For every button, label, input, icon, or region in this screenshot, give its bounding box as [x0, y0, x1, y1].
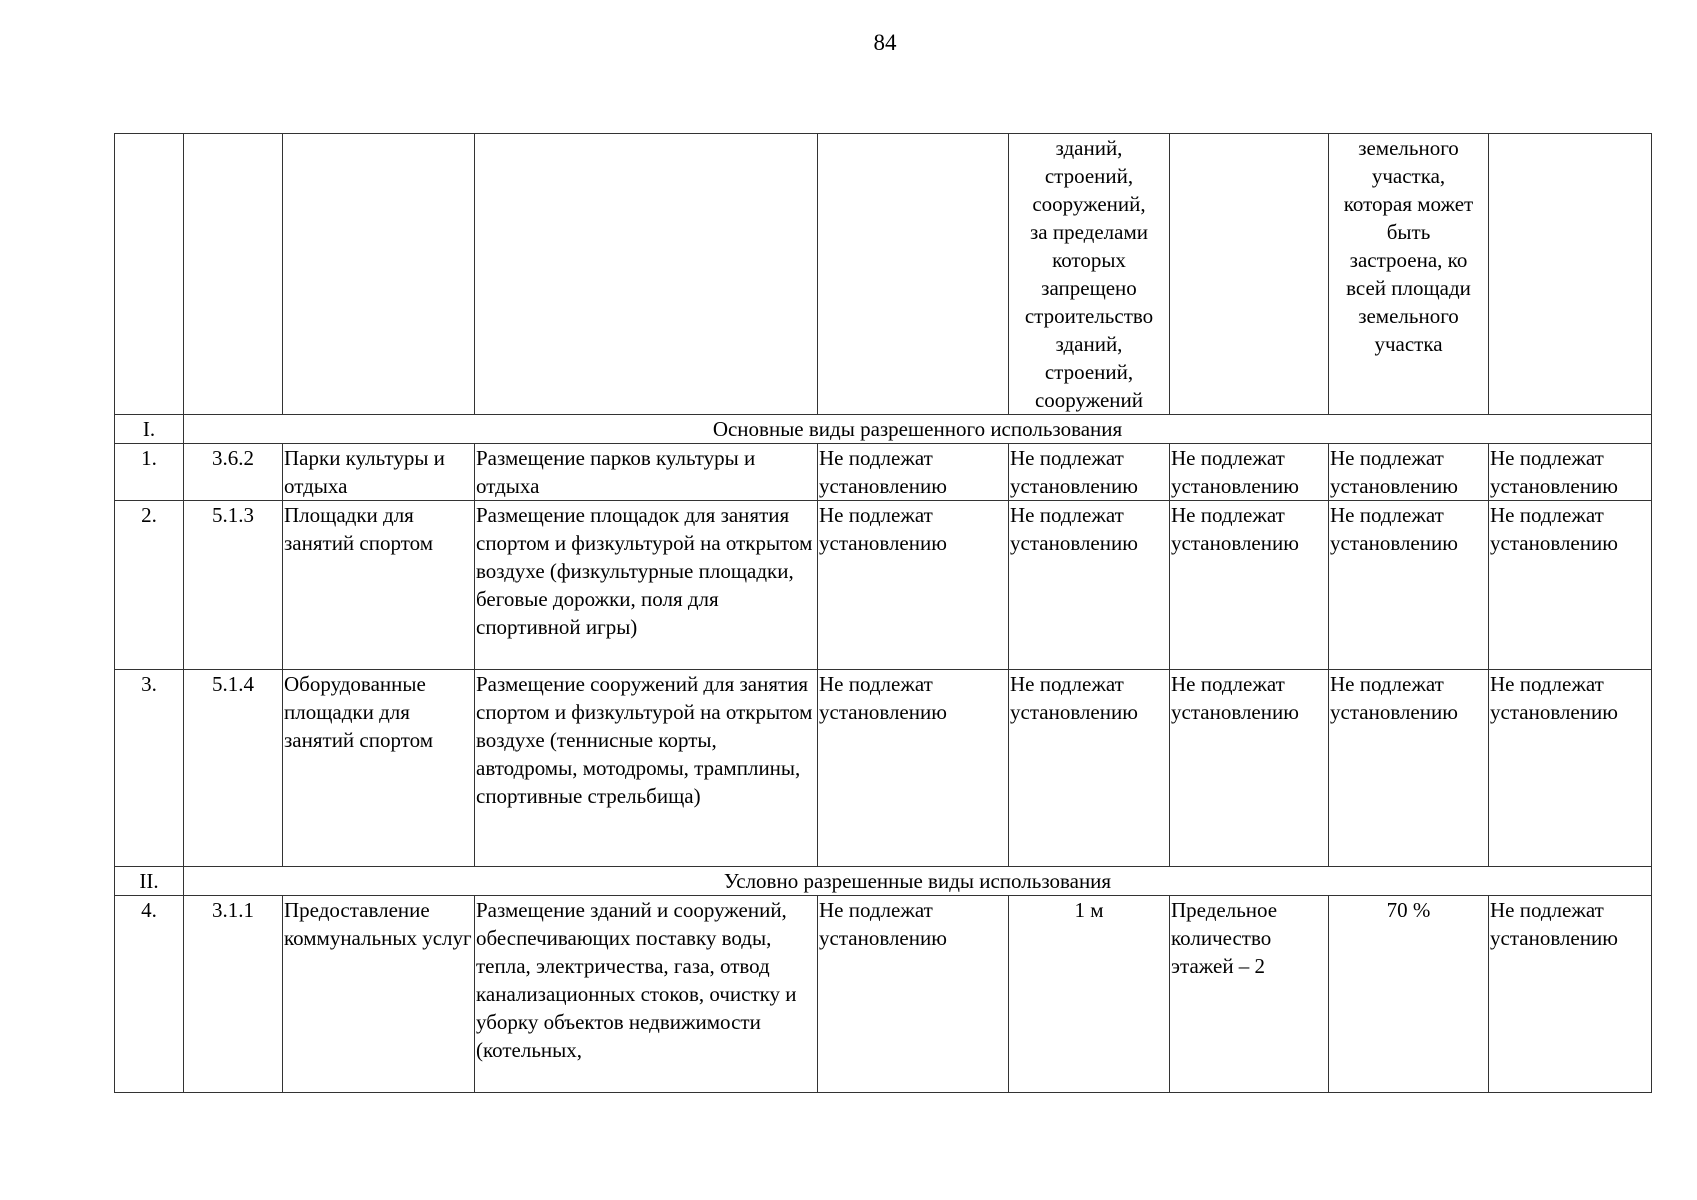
- table-cell: [115, 134, 184, 415]
- row-number: 4.: [115, 896, 184, 1093]
- table-cell: Не подлежат установлению: [1009, 444, 1170, 501]
- setback-header-cell: зданий, строений, сооружений, за пределами которых запрещено строительство зданий, строений, сооружений: [1009, 134, 1170, 415]
- use-name: Оборудованные площадки для занятий спортом: [283, 670, 475, 867]
- coverage-header-cell: земельного участка, которая может быть застроена, ко всей площади земельного участка: [1329, 134, 1489, 415]
- table-cell: [184, 134, 283, 415]
- use-description: Размещение сооружений для занятия спортом и физкультурой на открытом воздухе (теннисные корты, автодромы, мотодромы, трамплины, спортивные стрельбища): [475, 670, 818, 867]
- use-code: 5.1.3: [184, 501, 283, 670]
- row-number: 1.: [115, 444, 184, 501]
- table-row: [115, 896, 1652, 1093]
- use-description: Размещение площадок для занятия спортом и физкультурой на открытом воздухе (физкультурные площадки, беговые дорожки, поля для спортивной игры): [475, 501, 818, 670]
- table-cell: [283, 134, 475, 415]
- table-cell: Не подлежат установлению: [1170, 670, 1329, 867]
- table-cell: Не подлежат установлению: [818, 501, 1009, 670]
- section-title: Основные виды разрешенного использования: [184, 415, 1652, 444]
- continuation-row: [115, 134, 1652, 415]
- table-cell: Не подлежат установлению: [818, 896, 1009, 1093]
- use-code: 3.6.2: [184, 444, 283, 501]
- use-code: 3.1.1: [184, 896, 283, 1093]
- table-cell: Не подлежат установлению: [1489, 444, 1652, 501]
- table-cell: [1489, 134, 1652, 415]
- table-cell: Не подлежат установлению: [818, 444, 1009, 501]
- table-row: [115, 444, 1652, 501]
- table-cell: [475, 134, 818, 415]
- row-number: 3.: [115, 670, 184, 867]
- section-title: Условно разрешенные виды использования: [184, 867, 1652, 896]
- section-row: [115, 867, 1652, 896]
- use-description: Размещение парков культуры и отдыха: [475, 444, 818, 501]
- row-number: 2.: [115, 501, 184, 670]
- table-cell: [818, 134, 1009, 415]
- section-number: I.: [115, 415, 184, 444]
- table-cell: Не подлежат установлению: [1170, 444, 1329, 501]
- use-description: Размещение зданий и сооружений, обеспечивающих поставку воды, тепла, электричества, газа, отвод канализационных стоков, очистку и уборку объектов недвижимости (котельных,: [475, 896, 818, 1093]
- use-name: Площадки для занятий спортом: [283, 501, 475, 670]
- floors-limit: Предельное количество этажей – 2: [1170, 896, 1329, 1093]
- section-number: II.: [115, 867, 184, 896]
- use-code: 5.1.4: [184, 670, 283, 867]
- table-cell: Не подлежат установлению: [1009, 670, 1170, 867]
- land-use-regulations-table: [114, 133, 1652, 1093]
- table-row: [115, 501, 1652, 670]
- setback-value: 1 м: [1009, 896, 1170, 1093]
- table-cell: Не подлежат установлению: [1489, 670, 1652, 867]
- table-cell: Не подлежат установлению: [1329, 670, 1489, 867]
- table-cell: Не подлежат установлению: [1489, 896, 1652, 1093]
- table-cell: Не подлежат установлению: [1170, 501, 1329, 670]
- coverage-percent: 70 %: [1329, 896, 1489, 1093]
- table-cell: Не подлежат установлению: [818, 670, 1009, 867]
- use-name: Парки культуры и отдыха: [283, 444, 475, 501]
- page-number: 84: [873, 30, 897, 55]
- use-name: Предоставление коммунальных услуг: [283, 896, 475, 1093]
- table-cell: Не подлежат установлению: [1329, 444, 1489, 501]
- table-cell: Не подлежат установлению: [1489, 501, 1652, 670]
- table-cell: Не подлежат установлению: [1009, 501, 1170, 670]
- table-row: [115, 670, 1652, 867]
- table-cell: Не подлежат установлению: [1329, 501, 1489, 670]
- table-cell: [1170, 134, 1329, 415]
- section-row: [115, 415, 1652, 444]
